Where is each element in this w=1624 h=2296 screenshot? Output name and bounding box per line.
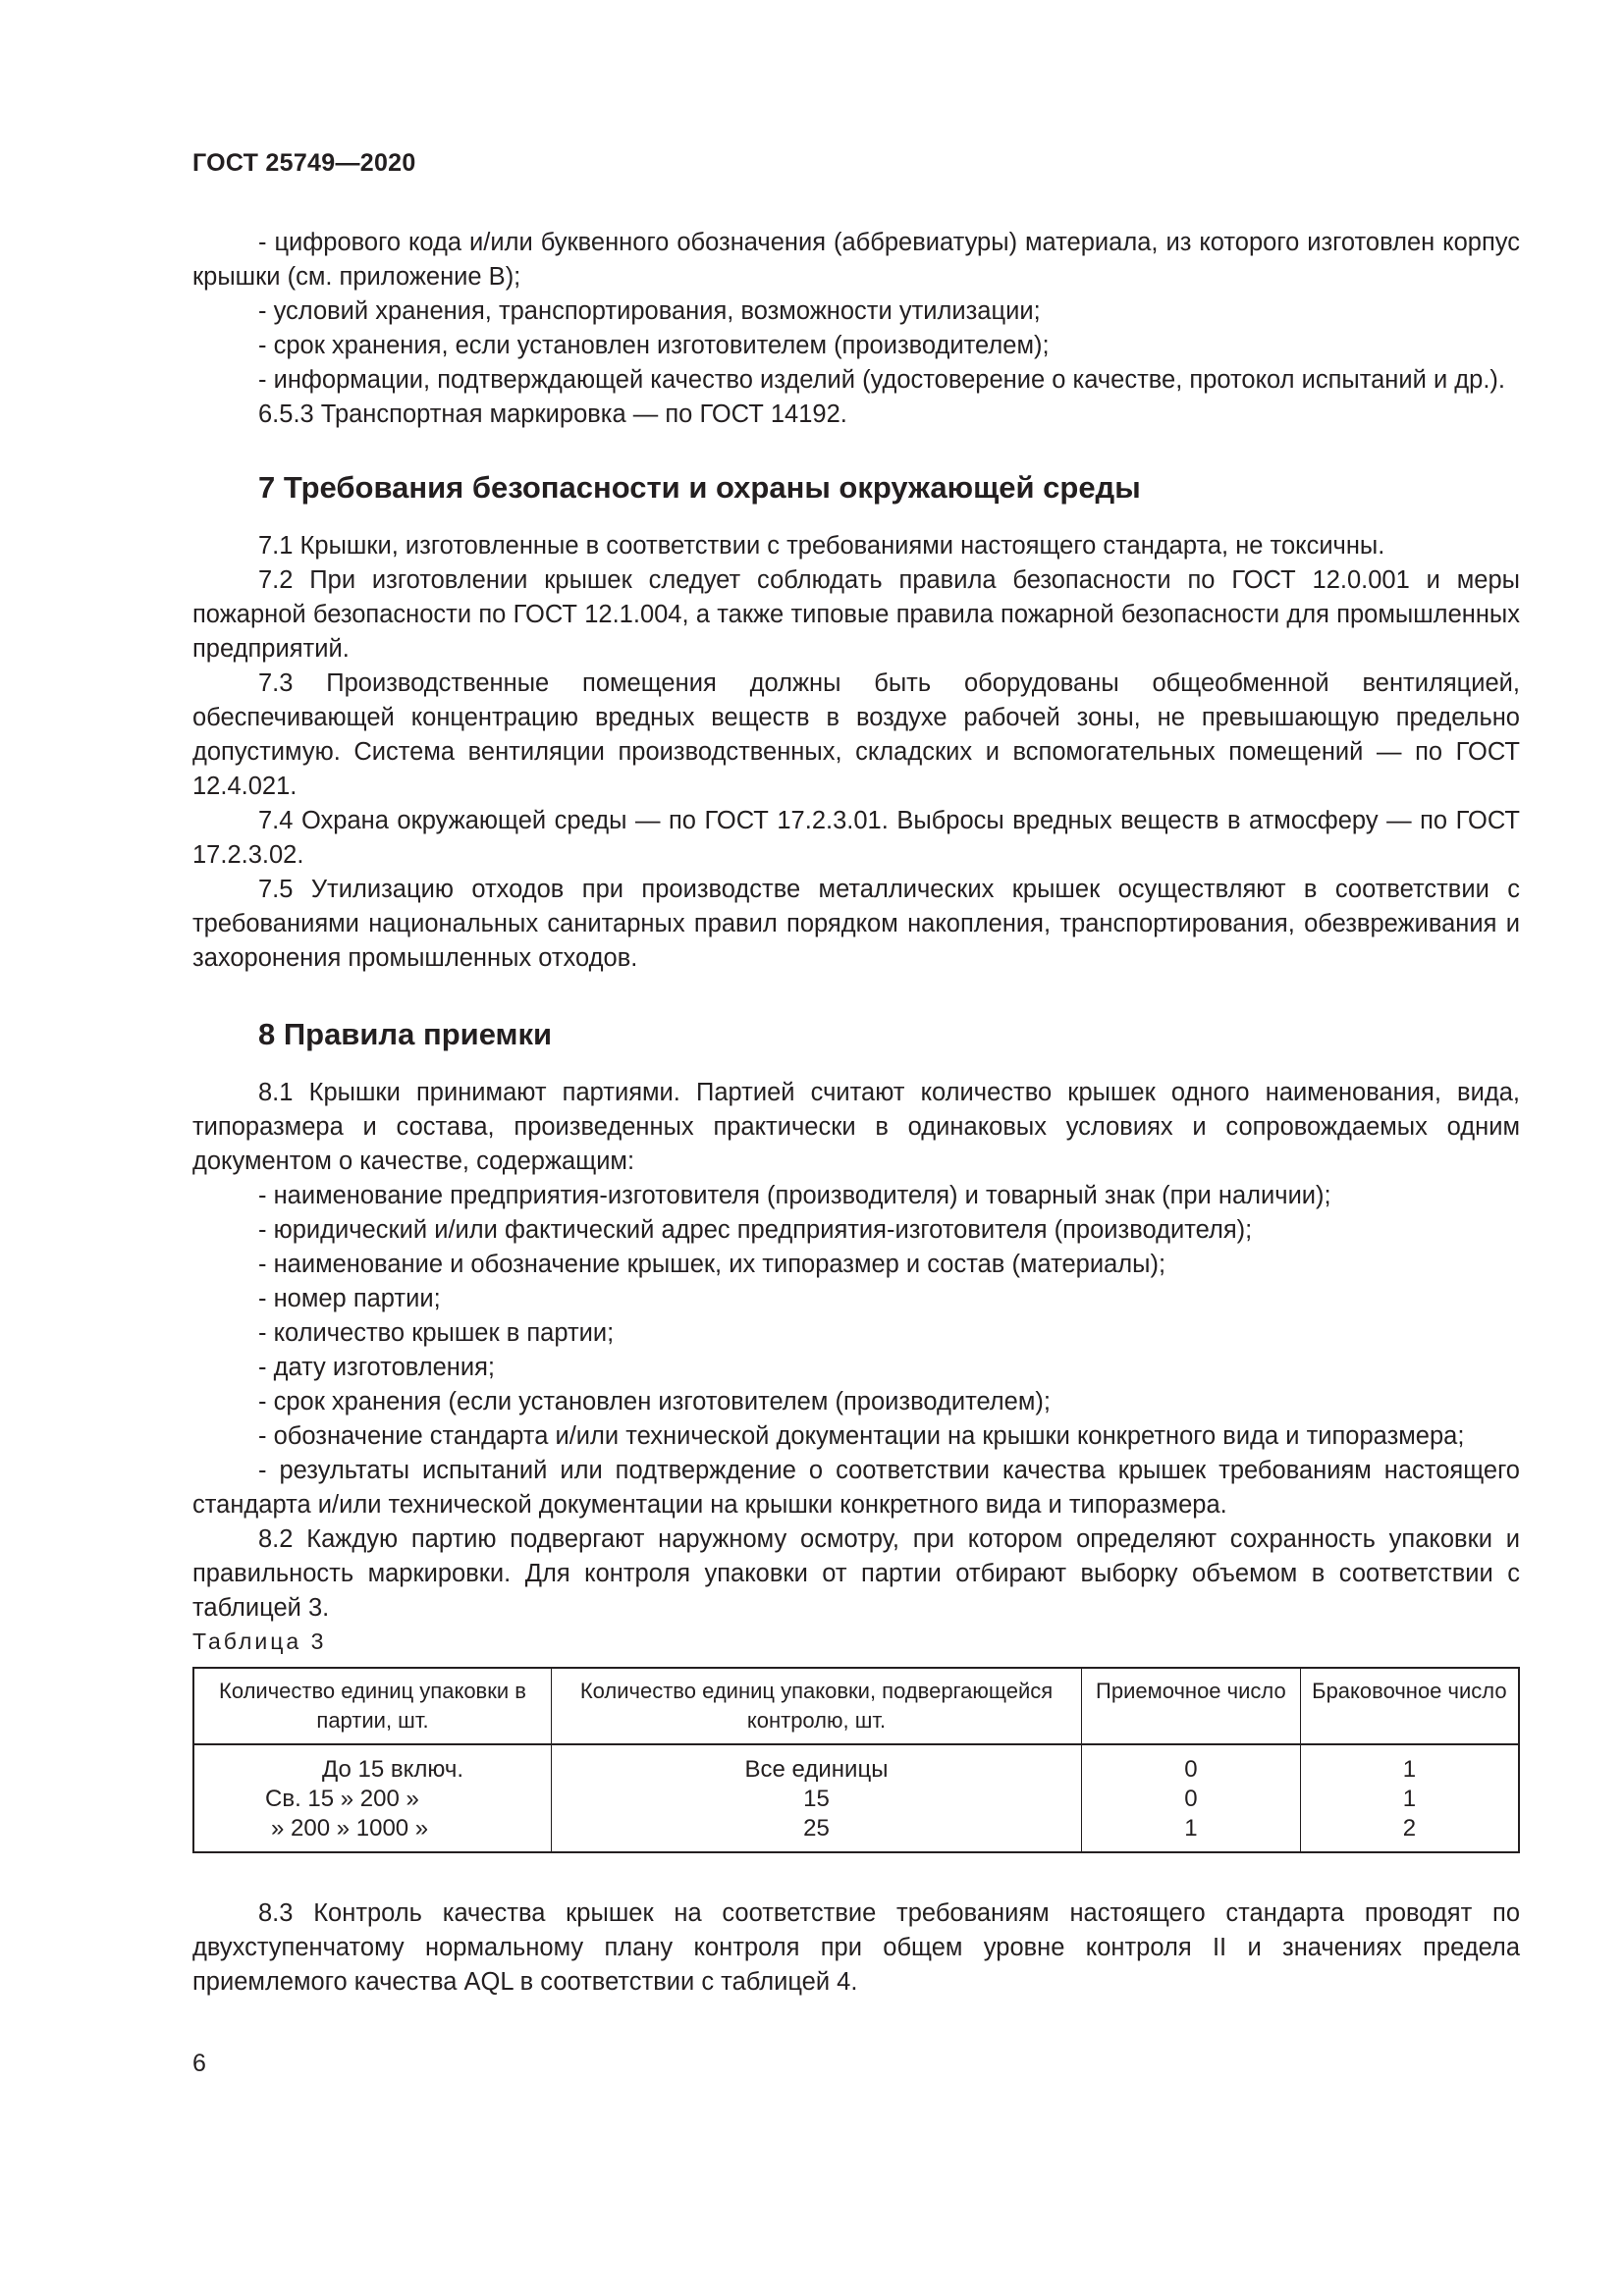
- table-cell: 2: [1300, 1814, 1519, 1852]
- table-header-cell: Приемочное число: [1082, 1668, 1301, 1744]
- paragraph-8-1: 8.1 Крышки принимают партиями. Партией считают количество крышек одного наименования, вида, типоразмера и состава, произведенных практически в одинаковых условиях и сопровождаемых одним документом о качестве, содержащим:: [192, 1079, 1520, 1175]
- list-item: - наименование предприятия-изготовителя (производителя) и товарный знак (при наличии);: [258, 1182, 1331, 1209]
- list-item: - результаты испытаний или подтверждение о соответствии качества крышек требованиям настоящего стандарта и/или технической документации на крышки конкретного вида и типоразмера.: [192, 1457, 1520, 1519]
- table-cell: 1: [1082, 1814, 1301, 1852]
- paragraph-7-2: 7.2 При изготовлении крышек следует соблюдать правила безопасности по ГОСТ 12.0.001 и меры пожарной безопасности по ГОСТ 12.1.004, а также типовые правила пожарной безопасности для промышленных предприятий.: [192, 566, 1520, 663]
- paragraph-8-3: 8.3 Контроль качества крышек на соответствие требованиям настоящего стандарта проводят по двухступенчатому нормальному плану контроля при общем уровне контроля II и значениях предела приемлемого качества AQL в соответствии с таблицей 4.: [192, 1899, 1520, 1996]
- table-cell: Св. 15 » 200 »: [193, 1785, 552, 1814]
- page-content: [192, 226, 1520, 2000]
- table-row: [193, 1785, 1519, 1814]
- table-cell: Все единицы: [552, 1744, 1082, 1785]
- section-heading-7: 7 Требования безопасности и охраны окружающей среды: [258, 470, 1141, 505]
- table-header-cell: Количество единиц упаковки в партии, шт.: [193, 1668, 552, 1744]
- list-item: - дату изготовления;: [258, 1354, 495, 1381]
- table-cell: 15: [552, 1785, 1082, 1814]
- list-item: - информации, подтверждающей качество изделий (удостоверение о качестве, протокол испытаний и др.).: [258, 366, 1506, 394]
- paragraph-6-5-3: 6.5.3 Транспортная маркировка — по ГОСТ 14192.: [258, 400, 847, 428]
- table-header-cell: Количество единиц упаковки, подвергающейся контролю, шт.: [552, 1668, 1082, 1744]
- table-3: [192, 1667, 1520, 1853]
- table-header-cell: Браковочное число: [1300, 1668, 1519, 1744]
- list-item: - цифрового кода и/или буквенного обозначения (аббревиатуры) материала, из которого изготовлен корпус крышки (см. приложение В);: [192, 229, 1520, 291]
- paragraph-7-4: 7.4 Охрана окружающей среды — по ГОСТ 17.2.3.01. Выбросы вредных веществ в атмосферу — по ГОСТ 17.2.3.02.: [192, 807, 1520, 869]
- table-cell: 0: [1082, 1744, 1301, 1785]
- list-item: - срок хранения, если установлен изготовителем (производителем);: [258, 332, 1050, 359]
- table-cell: 1: [1300, 1785, 1519, 1814]
- table-cell: 1: [1300, 1744, 1519, 1785]
- list-item: - количество крышек в партии;: [258, 1319, 615, 1347]
- page-number: 6: [192, 2050, 206, 2077]
- list-item: - номер партии;: [258, 1285, 441, 1312]
- paragraph-7-3: 7.3 Производственные помещения должны быть оборудованы общеобменной вентиляцией, обеспечивающей концентрацию вредных веществ в воздухе рабочей зоны, не превышающую предельно допустимую. Система вентиляции производственных, складских и вспомогательных помещений — по ГОСТ 12.4.021.: [192, 669, 1520, 800]
- table-cell: До 15 включ.: [193, 1744, 552, 1785]
- paragraph-8-2: 8.2 Каждую партию подвергают наружному осмотру, при котором определяют сохранность упаковки и правильность маркировки. Для контроля упаковки от партии отбирают выборку объемом в соответствии с таблицей 3.: [192, 1525, 1520, 1622]
- list-item: - срок хранения (если установлен изготовителем (производителем);: [258, 1388, 1051, 1415]
- paragraph-7-5: 7.5 Утилизацию отходов при производстве металлических крышек осуществляют в соответствии с требованиями национальных санитарных правил порядком накопления, транспортирования, обезвреживания и захоронения промышленных отходов.: [192, 876, 1520, 972]
- table-cell: » 200 » 1000 »: [193, 1814, 552, 1852]
- list-item: - условий хранения, транспортирования, возможности утилизации;: [258, 297, 1041, 325]
- list-item: - наименование и обозначение крышек, их типоразмер и состав (материалы);: [258, 1251, 1166, 1278]
- list-item: - юридический и/или фактический адрес предприятия-изготовителя (производителя);: [258, 1216, 1253, 1244]
- table-cell: 25: [552, 1814, 1082, 1852]
- table-row: [193, 1814, 1519, 1852]
- list-item: - обозначение стандарта и/или технической документации на крышки конкретного вида и типоразмера;: [258, 1422, 1465, 1450]
- section-heading-8: 8 Правила приемки: [258, 1017, 553, 1051]
- table-header-row: [193, 1668, 1519, 1744]
- table-row: [193, 1744, 1519, 1785]
- table-cell: 0: [1082, 1785, 1301, 1814]
- document-code-header: ГОСТ 25749—2020: [192, 149, 416, 177]
- table-caption: Таблица 3: [192, 1629, 327, 1654]
- paragraph-7-1: 7.1 Крышки, изготовленные в соответствии с требованиями настоящего стандарта, не токсичны.: [258, 532, 1385, 560]
